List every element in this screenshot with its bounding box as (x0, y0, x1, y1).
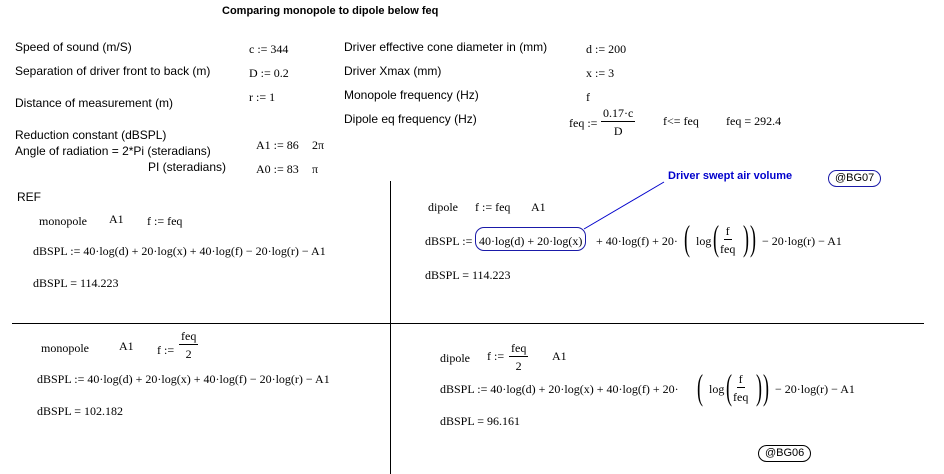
q4-f-lhs[interactable]: f := (487, 349, 505, 363)
q3-f-fraction (179, 330, 198, 360)
q3-formula[interactable]: dBSPL := 40·log(d) + 20·log(x) + 40·log(f) − 20·log(r) − A1 (37, 372, 330, 386)
q3-kind: monopole (41, 341, 89, 355)
tag-bg06[interactable]: @BG06 (758, 445, 811, 462)
param-label-pi: PI (steradians) (148, 160, 227, 174)
param-label-speed-of-sound: Speed of sound (m/S) (15, 40, 132, 54)
q4-fraction-num: f (738, 372, 743, 386)
q4-kind: dipole (440, 351, 470, 365)
q1-f-assign[interactable]: f := feq (147, 214, 183, 228)
q4-a: A1 (552, 349, 567, 363)
feq-lhs: feq := (569, 116, 598, 130)
divider-vertical (390, 181, 391, 474)
param-f[interactable]: f (586, 90, 590, 104)
q4-fraction-den: feq (733, 390, 749, 404)
q2-formula-mid: + 40·log(f) + 20· (596, 234, 678, 248)
q2-a: A1 (531, 200, 546, 214)
q4-outer-paren-open: ( (697, 367, 703, 407)
q4-f-fraction (509, 342, 528, 372)
q2-f-assign[interactable]: f := feq (475, 200, 511, 214)
q1-kind: monopole (39, 214, 87, 228)
param-r[interactable]: r := 1 (249, 90, 276, 104)
param-label-separation: Separation of driver front to back (m) (15, 64, 211, 78)
divider-horizontal (12, 323, 924, 324)
q2-inner-paren-open: ( (713, 218, 719, 258)
feq-result: feq = 292.4 (726, 114, 782, 128)
q4-f-num: feq (511, 341, 527, 355)
q2-fraction-num: f (725, 224, 730, 238)
param-d[interactable]: d := 200 (586, 42, 627, 56)
q3-f-den: 2 (185, 347, 192, 361)
q2-log: log (696, 234, 712, 248)
param-A0-extra: π (312, 162, 319, 176)
annotation-label[interactable]: Driver swept air volume (668, 170, 793, 182)
q2-fraction-den: feq (720, 242, 736, 256)
param-A1-extra: 2π (312, 138, 325, 152)
q2-circled-term[interactable]: 40·log(d) + 20·log(x) (475, 227, 586, 251)
param-label-distance: Distance of measurement (m) (15, 96, 174, 110)
q4-outer-paren-close: ) (763, 367, 769, 407)
param-label-dipole-eq-frequency: Dipole eq frequency (Hz) (344, 112, 477, 126)
param-A0[interactable]: A0 := 83 (256, 162, 299, 176)
param-x[interactable]: x := 3 (586, 66, 615, 80)
q4-f-den: 2 (515, 359, 522, 373)
q4-inner-paren-open: ( (726, 367, 732, 407)
feq-condition: f<= feq (663, 114, 699, 128)
param-label-monopole-frequency: Monopole frequency (Hz) (344, 88, 479, 102)
ref-label: REF (17, 190, 41, 204)
q4-formula-lhs[interactable]: dBSPL := 40·log(d) + 20·log(x) + 40·log(f) + 20· (440, 382, 679, 396)
q2-outer-paren-open: ( (684, 218, 690, 258)
q3-f-num: feq (181, 329, 197, 343)
q1-formula[interactable]: dBSPL := 40·log(d) + 20·log(x) + 40·log(f) − 20·log(r) − A1 (33, 244, 326, 258)
feq-numerator: 0.17·c (603, 106, 634, 120)
q2-kind: dipole (428, 200, 458, 214)
q2-fraction (720, 225, 735, 255)
q2-formula-lhs: dBSPL := (425, 234, 473, 248)
q1-result: dBSPL = 114.223 (33, 276, 119, 290)
param-label-cone-diameter: Driver effective cone diameter in (mm) (344, 40, 548, 54)
param-A1[interactable]: A1 := 86 (256, 138, 299, 152)
param-label-angle-2pi: Angle of radiation = 2*Pi (steradians) (15, 144, 211, 158)
feq-denominator: D (613, 124, 623, 138)
q4-formula-tail: − 20·log(r) − A1 (775, 382, 855, 396)
q2-outer-paren-close: ) (750, 218, 756, 258)
q4-log: log (709, 382, 725, 396)
page-title: Comparing monopole to dipole below feq (222, 5, 439, 17)
q3-a: A1 (119, 339, 134, 353)
param-label-reduction-constant: Reduction constant (dBSPL) (15, 128, 167, 142)
param-label-xmax: Driver Xmax (mm) (344, 64, 442, 78)
q3-result: dBSPL = 102.182 (37, 404, 124, 418)
q2-inner-paren-close: ) (743, 218, 749, 258)
q4-inner-paren-close: ) (756, 367, 762, 407)
q2-formula-tail: − 20·log(r) − A1 (762, 234, 842, 248)
q3-f-lhs[interactable]: f := (157, 343, 175, 357)
q1-a: A1 (109, 212, 124, 226)
q4-fraction (733, 373, 748, 403)
param-D[interactable]: D := 0.2 (249, 66, 289, 80)
q2-result: dBSPL = 114.223 (425, 268, 511, 282)
q4-result: dBSPL = 96.161 (440, 414, 521, 428)
tag-bg07[interactable]: @BG07 (828, 170, 881, 187)
param-c[interactable]: c := 344 (249, 42, 289, 56)
